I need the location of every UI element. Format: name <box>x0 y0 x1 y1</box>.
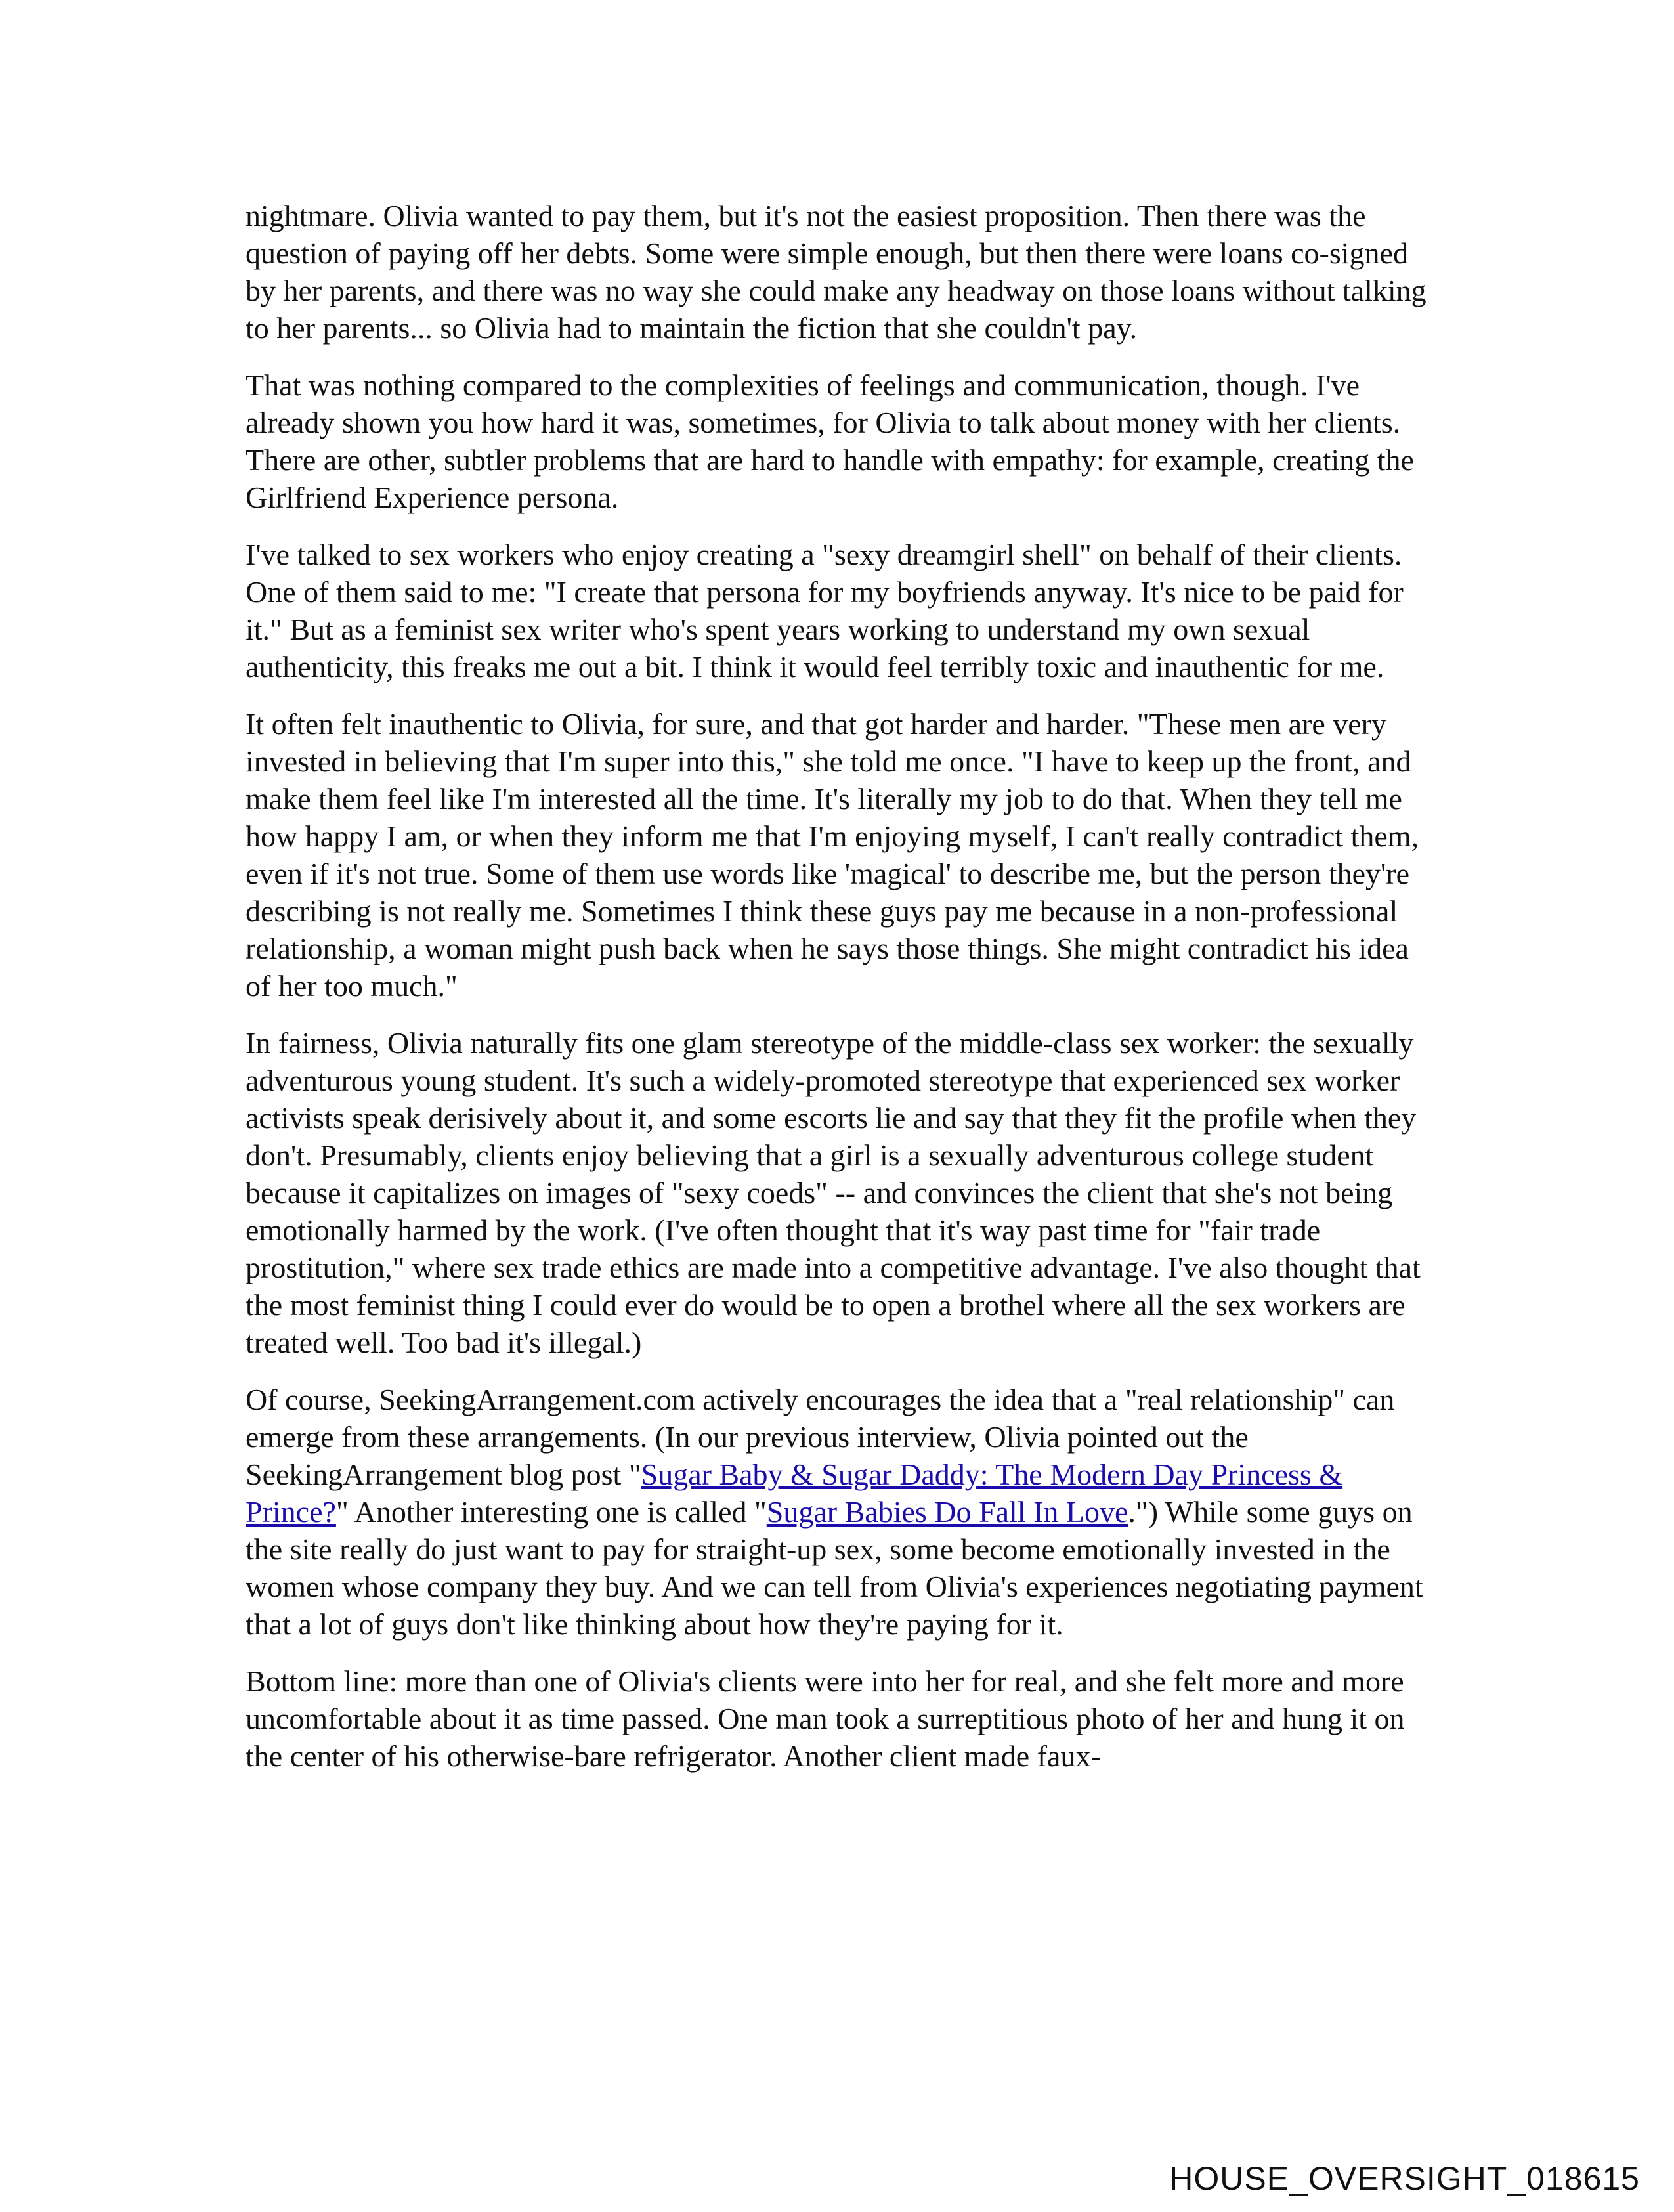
paragraph-7: Bottom line: more than one of Olivia's clients were into her for real, and she felt more and more uncomfortable about it as time passed. One man took a surreptitious photo of her and hung it on the center of his otherwise-bare refrigerator. Another client made faux- <box>246 1664 1405 1773</box>
sugar-baby-princess-link[interactable]: Sugar Baby & Sugar Daddy: The Modern Day Princess & Prince? <box>246 1458 1343 1529</box>
paragraph-5: In fairness, Olivia naturally fits one glam stereotype of the middle-class sex worker: the sexually adventurous young student. It's such a widely-promoted stereotype that experienced sex worker activists speak derisively about it, and some escorts lie and say that they fit the profile when they don't. Presumably, clients enjoy believing that a girl is a sexually adventurous college student because it capitalizes on images of "sexy coeds" -- and convinces the client that she's not being emotionally harmed by the work. (I've often thought that it's way past time for "fair trade prostitution," where sex trade ethics are made into a competitive advantage. I've also thought that the most feminist thing I could ever do would be to open a brothel where all the sex workers are treated well. Too bad it's illegal.) <box>246 1026 1421 1359</box>
paragraph-3: I've talked to sex workers who enjoy creating a "sexy dreamgirl shell" on behalf of their clients. One of them said to me: "I create that persona for my boyfriends anyway. It's nice to be paid for it." But as a feminist sex writer who's spent years working to understand my own sexual authenticity, this freaks me out a bit. I think it would feel terribly toxic and inauthentic for me. <box>246 538 1404 683</box>
paragraph-6-text-a: Of course, SeekingArrangement.com actively encourages the idea that a "real relationship" can emerge from these arrangements. (In our previous interview, Olivia pointed out the SeekingArrangement blog post " <box>246 1383 1395 1491</box>
paragraph-4: It often felt inauthentic to Olivia, for sure, and that got harder and harder. "These men are very invested in believing that I'm super into this," she told me once. "I have to keep up the front, and make them feel like I'm interested all the time. It's literally my job to do that. When they tell me how happy I am, or when they inform me that I'm enjoying myself, I can't really contradict them, even if it's not true. Some of them use words like 'magical' to describe me, but the person they're describing is not really me. Sometimes I think these guys pay me because in a non-professional relationship, a woman might push back when he says those things. She might contradict his idea of her too much." <box>246 707 1419 1003</box>
paragraph-6 <box>246 1381 1434 1643</box>
article-body <box>246 197 1434 1794</box>
paragraph-1: nightmare. Olivia wanted to pay them, but it's not the easiest proposition. Then there was the question of paying off her debts. Some were simple enough, but then there were loans co-signed by her parents, and there was no way she could make any headway on those loans without talking to her parents... so Olivia had to maintain the fiction that she couldn't pay. <box>246 199 1427 345</box>
paragraph-6-text-b: " Another interesting one is called " <box>335 1495 767 1529</box>
paragraph-6-text-c: .") While some guys on the site really do just want to pay for straight-up sex, some become emotionally invested in the women whose company they buy. And we can tell from Olivia's experiences negotiating payment that a lot of guys don't like thinking about how they're paying for it. <box>246 1495 1423 1641</box>
sugar-babies-fall-in-love-link[interactable]: Sugar Babies Do Fall In Love <box>766 1495 1128 1529</box>
bates-stamp: HOUSE_OVERSIGHT_018615 <box>1169 2160 1640 2197</box>
paragraph-2: That was nothing compared to the complexities of feelings and communication, though. I've already shown you how hard it was, sometimes, for Olivia to talk about money with her clients. There are other, subtler problems that are hard to handle with empathy: for example, creating the Girlfriend Experience persona. <box>246 368 1414 514</box>
